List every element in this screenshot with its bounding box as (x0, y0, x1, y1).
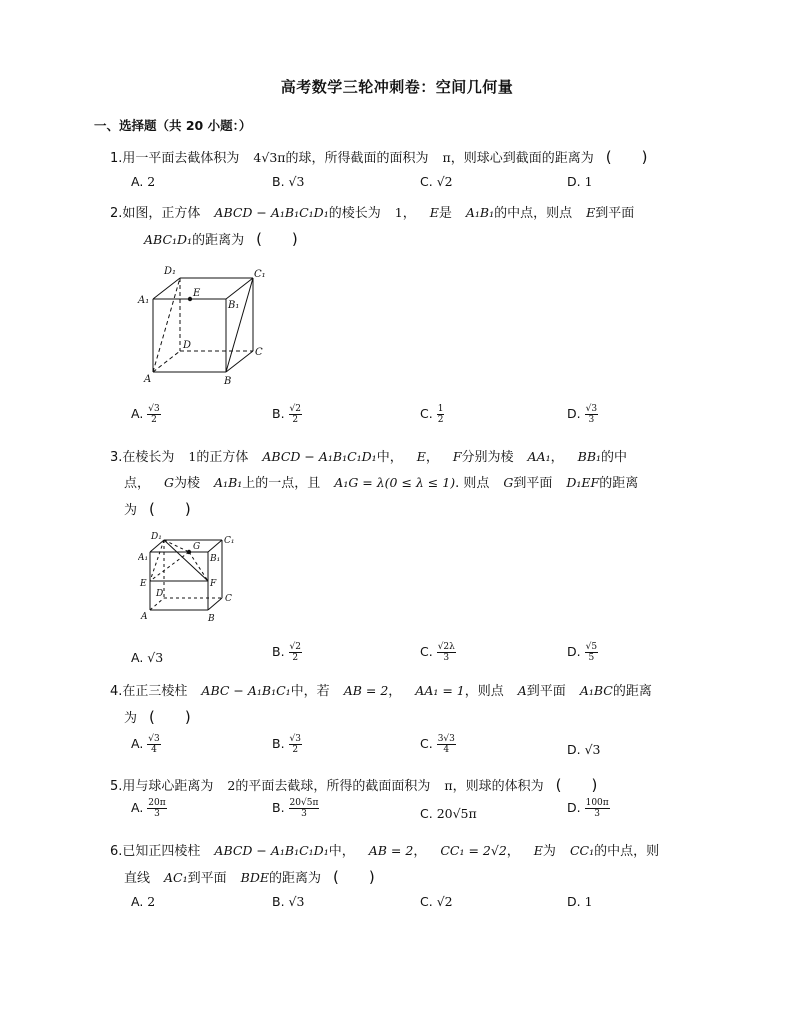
label-b: B (208, 614, 215, 624)
label-c: C (255, 347, 263, 358)
option-c: C. √2 (420, 894, 453, 909)
question-6-cont: 直线 AC₁到平面 BDE的距离为 ( ) (124, 868, 375, 886)
option-b: B. $\frac{√3}{2}$ (272, 734, 302, 755)
label-d: D (156, 589, 164, 599)
label-b1: B₁ (228, 300, 240, 311)
option-a: A. √3 (131, 650, 164, 665)
question-number: 1. (110, 151, 123, 166)
option-d: D. 1 (567, 174, 593, 189)
option-d: D. $\frac{√3}{3}$ (567, 404, 598, 425)
question-2-cont: ABC₁D₁的距离为 ( ) (144, 230, 298, 248)
question-text: ，则球心到截面的距离为 (450, 151, 594, 166)
label-a: A (144, 374, 152, 385)
option-d: D. 1 (567, 894, 593, 909)
question-text: 的球，所得截面的面积为 (285, 151, 429, 166)
label-d: D (183, 340, 192, 351)
point-g (187, 550, 191, 554)
label-c: C (225, 594, 232, 604)
option-a: A. $\frac{√3}{4}$ (131, 734, 160, 755)
answer-blank: ( ) (605, 148, 648, 166)
question-1 (110, 146, 647, 167)
option-b: B. $\frac{√2}{2}$ (272, 404, 302, 425)
label-c1: C₁ (254, 269, 266, 280)
page-title: 高考数学三轮冲刺卷：空间几何量 (280, 78, 514, 96)
option-a: A. $\frac{20\pi}{3}$ (131, 798, 166, 819)
question-4-cont: 为 ( ) (124, 708, 191, 726)
cube-figure-q3 (138, 530, 248, 626)
label-a: A (141, 612, 148, 622)
math-expression: 4√3π (253, 150, 286, 165)
label-f: F (210, 579, 217, 589)
label-e: E (140, 579, 147, 589)
option-d: D. $\frac{100\pi}{3}$ (567, 798, 609, 819)
question-3-cont2: 为 ( ) (124, 500, 191, 518)
label-g: G (193, 542, 201, 552)
cube-figure-q2 (136, 262, 276, 390)
question-6: 6.已知正四棱柱 ABCD − A₁B₁C₁D₁中， AB = 2， CC₁ = 2√2， E为 CC₁的中点，则 (110, 843, 660, 859)
option-a: A. 2 (131, 894, 156, 909)
question-4: 4.在正三棱柱 ABC − A₁B₁C₁中，若 AB = 2， AA₁ = 1，则点 A到平面 A₁BC的距离 (110, 683, 652, 699)
option-a: A. 2 (131, 174, 156, 189)
option-c: C. $\frac{1}{2}$ (420, 404, 444, 425)
option-c: C. $\frac{3√3}{4}$ (420, 734, 455, 755)
option-a: A. $\frac{√3}{2}$ (131, 404, 160, 425)
question-text: 用一平面去截体积为 (122, 151, 240, 166)
label-b1: B₁ (210, 554, 221, 564)
label-c1: C₁ (224, 536, 235, 546)
label-a1: A₁ (138, 553, 149, 563)
option-c: C. 20√5π (420, 806, 477, 821)
point-e (188, 297, 192, 301)
option-c: C. $\frac{√2\lambda}{3}$ (420, 642, 455, 663)
question-2: 2.如图，正方体 ABCD − A₁B₁C₁D₁的棱长为 1， E是 A₁B₁的中点，则点 E到平面 (110, 205, 635, 221)
option-d: D. $\frac{√5}{5}$ (567, 642, 598, 663)
label-a1: A₁ (138, 295, 150, 306)
option-b: B. $\frac{√2}{2}$ (272, 642, 302, 663)
label-d1: D₁ (164, 266, 177, 277)
section-heading: 一、选择题（共 20 小题：） (94, 118, 252, 133)
label-b: B (224, 376, 232, 387)
label-e: E (193, 288, 201, 299)
option-d: D. √3 (567, 742, 601, 757)
option-b: B. $\frac{20√5\pi}{3}$ (272, 798, 319, 819)
option-b: B. √3 (272, 894, 305, 909)
question-5: 5.用与球心距离为 2的平面去截球，所得的截面面积为 π，则球的体积为 ( ) (110, 776, 598, 794)
question-3-cont: 点， G为棱 A₁B₁上的一点，且 A₁G = λ(0 ≤ λ ≤ 1). 则点 G到平面 D₁EF的距离 (124, 475, 639, 491)
question-3: 3.在棱长为 1的正方体 ABCD − A₁B₁C₁D₁中， E， F分别为棱 AA₁， BB₁的中 (110, 449, 628, 465)
label-d1: D₁ (151, 532, 162, 542)
option-c: C. √2 (420, 174, 453, 189)
option-b: B. √3 (272, 174, 305, 189)
math-expression: π (442, 150, 451, 165)
